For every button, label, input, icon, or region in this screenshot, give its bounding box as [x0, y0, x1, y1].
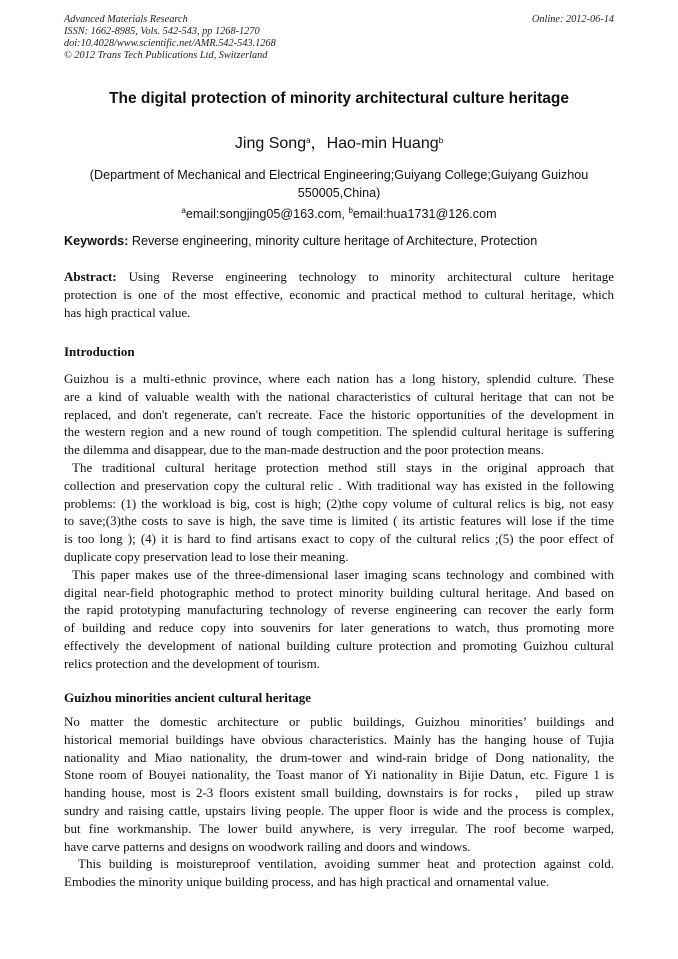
text-line: Stone room of Bouyei nationality, the Toast manor of Yi nationality in Bijie Datun, etc. Figure 1 is — [64, 767, 614, 783]
text-line: No matter the domestic architecture or public buildings, Guizhou minorities’ buildings and — [64, 714, 614, 729]
journal-name: Advanced Materials Research — [64, 14, 188, 25]
text-line: replaced, and don't regenerate, can't recreate. Face the historic opportunities of the development in — [64, 406, 614, 422]
email-a-sup: a — [181, 206, 186, 215]
paragraph — [64, 459, 614, 566]
paragraph — [64, 713, 614, 855]
text-line: effectively the development of national building culture protection and promoting Guizhou cultural — [64, 637, 614, 653]
email-b: email:hua1731@126.com — [352, 207, 497, 221]
online-date: Online: 2012-06-14 — [531, 14, 614, 25]
section-heading: Guizhou minorities ancient cultural heritage — [64, 690, 311, 705]
text-line: This paper makes use of the three-dimensional laser imaging scans technology and combined with — [72, 566, 614, 582]
emails — [0, 207, 678, 221]
text-line: is too long ); (4) it is hard to find artisans exact to copy of the cultural relics ;(5) the poor effect of — [64, 531, 614, 547]
text-line: the western region and a new round of tough competition. The splendid cultural heritage is suffering — [64, 424, 614, 440]
abstract-line — [64, 268, 614, 286]
affiliation-line: (Department of Mechanical and Electrical Engineering;Guiyang College;Guiyang Guizhou — [89, 168, 589, 182]
text-line: the dilemma and disappear, due to the man-made destruction and the poor protection means. — [64, 442, 544, 458]
affiliation-line: 550005,China) — [297, 186, 381, 200]
text-line: This building is moistureproof ventilation, avoiding summer heat and protection against cold. — [78, 856, 614, 872]
text-line: the rapid prototyping manufacturing technology of reverse engineering can recover the early form — [64, 602, 614, 618]
text-line: digital near-field photographic method to protect minority building cultural heritage. And based on — [64, 584, 614, 600]
journal-header — [64, 14, 276, 62]
text-line: but fine workmanship. The lower build anywhere, is very irregular. The roof become warped, — [64, 820, 614, 836]
text-line: relics protection and the development of tourism. — [64, 655, 320, 671]
abstract — [64, 268, 614, 321]
paragraph — [64, 566, 614, 673]
authors — [0, 130, 678, 153]
issn: ISSN: 1662-8985, Vols. 542-543, pp 1268-1270 — [64, 26, 260, 37]
text-line: Embodies the minority unique building process, and has high practical and ornamental value. — [64, 874, 550, 890]
section-body — [64, 713, 614, 891]
doi: doi:10.4028/www.scientific.net/AMR.542-543.1268 — [64, 38, 276, 49]
text-line: to save;(3)the costs to save is high, the save time is limited ( its artistic features will lose if the time — [64, 513, 614, 529]
keywords-text: Reverse engineering, minority culture heritage of Architecture, Protection — [128, 234, 538, 248]
abstract-line: has high practical value. — [64, 304, 191, 320]
email-b-sup: b — [348, 206, 353, 215]
text-line: Guizhou is a multi-ethnic province, where each nation has a long history, splendid culture. These — [64, 371, 614, 386]
introduction-body — [64, 370, 614, 673]
paper-title: The digital protection of minority architectural culture heritage — [109, 90, 569, 107]
paragraph — [64, 855, 614, 891]
abstract-text: Using Reverse engineering technology to minority architectural culture heritage — [116, 269, 614, 284]
text-line: sundry and raising cattle, upstairs living people. The upper floor is wide and the process is complex, — [64, 802, 614, 818]
abstract-label: Abstract: — [64, 269, 117, 284]
affiliation — [0, 166, 678, 202]
paragraph — [64, 370, 614, 459]
author-1: Jing Song — [234, 135, 307, 152]
text-line: are a kind of valuable wealth with the national characteristics of cultural heritage that can not be — [64, 388, 614, 404]
author-2-sup: b — [438, 136, 444, 145]
text-line: of building and reduce copy into souvenirs for later generations to watch, thus promoting more — [64, 620, 614, 636]
author-2: Hao-min Huang — [326, 135, 439, 152]
text-line: collection and preservation copy the cultural relic . With traditional way has existed in the following — [64, 477, 614, 493]
email-a: email:songjing05@163.com, — [185, 207, 349, 221]
text-line: The traditional cultural heritage protection method still stays in the original approach that — [72, 459, 614, 475]
text-line: handing house, most is 2-3 floors existent small building, downstairs is for rocks， piled up straw — [64, 785, 614, 801]
text-line: nationality and Miao nationality, the drum-tower and wind-rain bridge of Dong nationality, the — [64, 749, 614, 765]
text-line: duplicate copy preservation lead to lose their meaning. — [64, 548, 349, 564]
keywords — [64, 234, 537, 248]
text-line: historical memorial buildings have obvious characteristics. Mainly has the hanging house of Tujia — [64, 731, 614, 747]
abstract-line: protection is one of the most effective, economic and practical method to cultural heritage, which — [64, 286, 614, 302]
text-line: problems: (1) the workload is big, cost is high; (2)the copy volume of cultural relics is big, not easy — [64, 495, 614, 511]
keywords-label: Keywords: — [64, 234, 129, 248]
text-line: have carve patterns and designs on woodwork railing and doors and windows. — [64, 838, 471, 854]
copyright: © 2012 Trans Tech Publications Ltd, Switzerland — [64, 50, 268, 61]
author-1-sup: a — [306, 136, 311, 145]
introduction-heading: Introduction — [64, 344, 135, 359]
author-separator: ， — [310, 135, 327, 152]
